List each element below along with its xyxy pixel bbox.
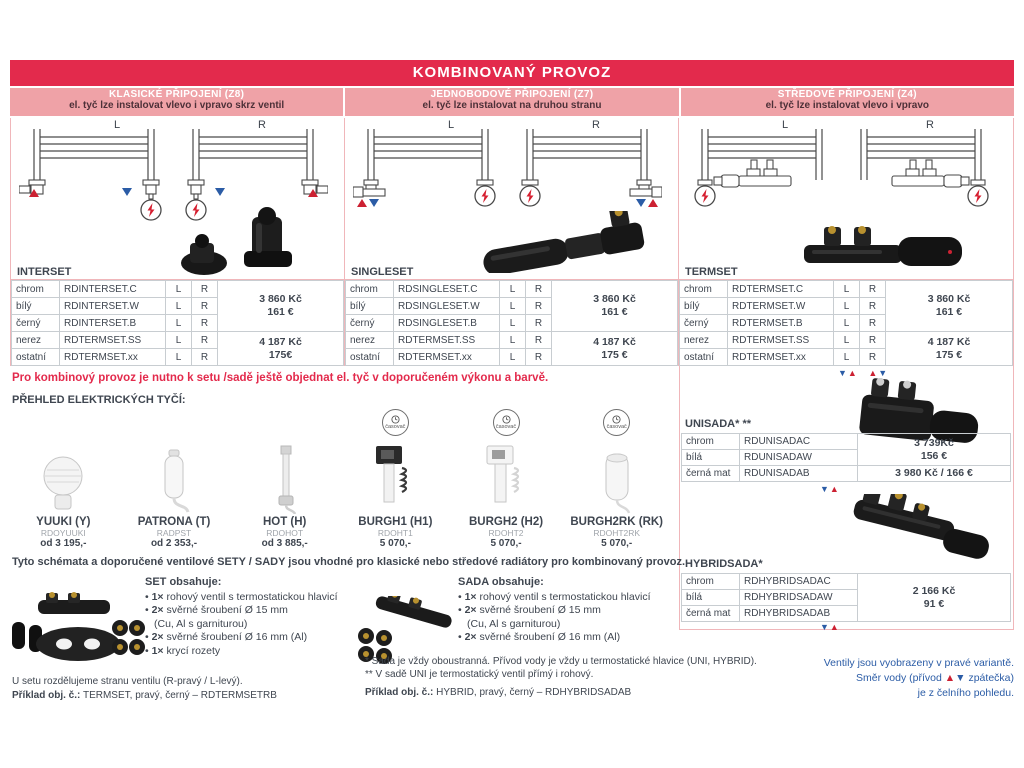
color-cell: černý (346, 315, 394, 332)
set-name: SINGLESET (351, 266, 414, 278)
flow-direction-arrows (838, 368, 888, 378)
hot-product-image (257, 444, 313, 514)
order-note: Pro kombinový provoz je nutno k setu /sadě ještě objednat el. tyč v doporučeném výkonu a barvě. (12, 372, 549, 384)
color-cell: ostatní (12, 349, 60, 366)
header-subtitle: el. tyč lze instalovat na druhou stranu (422, 100, 602, 111)
burgh1-product-image (362, 444, 428, 514)
set-name: INTERSET (17, 266, 72, 278)
table-row: bílý RDTERMSET.W L R (680, 298, 1013, 315)
variant-label-right: R (592, 119, 600, 131)
termset-table (679, 280, 1013, 366)
page-title: KOMBINOVANÝ PROVOZ (10, 60, 1014, 86)
code-cell: RDTERMSET.xx (394, 349, 500, 366)
variant-label-right: R (926, 119, 934, 131)
timer-badge: časovač (493, 409, 520, 436)
table-row: bílý RDSINGLESET.W L R (346, 298, 678, 315)
price-cell: 2 166 Kč 91 € (858, 574, 1011, 622)
hybridsada-name: HYBRIDSADA* (685, 558, 763, 570)
color-cell: chrom (12, 281, 60, 298)
lightning-icon (695, 186, 715, 206)
table-row: ostatní RDTERMSET.xx L R (680, 349, 1013, 366)
price-cell: 3 860 Kč 161 € (552, 281, 678, 332)
table-row: ostatní RDTERMSET.xx L R (346, 349, 678, 366)
flow-up-icon: ▲ (829, 622, 840, 632)
price-cell: 4 187 Kč 175 € (886, 332, 1013, 366)
lightning-icon (968, 186, 988, 206)
color-cell: černá mat (682, 466, 740, 482)
rod-item-patrona: PATRONA (T) RADPST od 2 353,- (119, 408, 230, 549)
hybridsada-product-photo (846, 494, 991, 574)
header-subtitle: el. tyč lze instalovat vlevo i vpravo skrz ventil (69, 100, 285, 111)
table-row: nerez RDTERMSET.SS L R 4 187 Kč 175 € (680, 332, 1013, 349)
column-header-z7 (345, 88, 678, 116)
interset-product-photo (166, 205, 316, 277)
diagram-cell-z7 (345, 118, 679, 279)
price-cell: 3 980 Kč / 166 € (858, 466, 1011, 482)
rod-item-burgh1: časovač BURGH1 (H1) RDOHT1 5 070,- (340, 408, 451, 549)
code-cell: RDSINGLESET.C (394, 281, 500, 298)
color-cell: bílý (346, 298, 394, 315)
rod-item-hot: HOT (H) RDOHOT od 3 885,- (229, 408, 340, 549)
sady-column (679, 366, 1014, 630)
column-headers (10, 88, 1014, 116)
code-cell: RDTERMSET.B (728, 315, 834, 332)
rod-item-yuuki: YUUKI (Y) RDOYUUKI od 3 195,- (8, 408, 119, 549)
termset-table-cell (679, 280, 1013, 366)
price-cell: 3 860 Kč 161 € (886, 281, 1013, 332)
radiator-diagram-z4-r (846, 127, 996, 223)
table-row: černý RDTERMSET.B L R (680, 315, 1013, 332)
table-row: nerez RDTERMSET.SS L R 4 187 Kč 175€ (12, 332, 344, 349)
code-cell: RDHYBRIDSADAC (740, 574, 858, 590)
flow-up-icon: ▲ (944, 672, 956, 684)
flow-down-icon (369, 199, 379, 207)
header-subtitle: el. tyč lze instalovat vlevo i vpravo (765, 100, 930, 111)
rod-item-burgh2: časovač BURGH2 (H2) RDOHT2 5 070,- (451, 408, 562, 549)
set-contents (145, 576, 380, 658)
burgh2rk-product-image (587, 450, 647, 514)
table-row: ostatní RDTERMSET.xx L R (12, 349, 344, 366)
clock-icon (612, 415, 621, 424)
color-cell: černá mat (682, 606, 740, 622)
lightning-icon (520, 186, 540, 206)
table-row (682, 466, 1011, 482)
column-header-z8 (10, 88, 343, 116)
singleset-product-photo (473, 211, 658, 273)
clock-icon (502, 415, 511, 424)
list-item: • 2× svěrné šroubení Ø 16 mm (Al) (458, 631, 698, 645)
flow-down-icon: ▼ (838, 368, 848, 378)
clock-icon (391, 415, 400, 424)
code-cell: RDHYBRIDSADAW (740, 590, 858, 606)
rod-item-burgh2rk: časovač BURGH2RK (RK) RDOHT2RK 5 070,- (561, 408, 672, 549)
flow-down-icon (122, 188, 132, 196)
radiator-diagram-z8-l (19, 127, 169, 223)
set-contents-title: SET obsahuje: (145, 576, 222, 588)
variant-label-left: L (782, 119, 789, 131)
table-row: chrom RDTERMSET.C L R 3 860 Kč 161 € (680, 281, 1013, 298)
yuuki-product-image (35, 452, 91, 514)
variant-label-left: L (448, 119, 455, 131)
table-row: bílý RDINTERSET.W L R (12, 298, 344, 315)
code-cell: RDINTERSET.B (60, 315, 166, 332)
code-cell: RDTERMSET.C (728, 281, 834, 298)
price-cell: 3 860 Kč 161 € (218, 281, 344, 332)
code-cell: RDINTERSET.C (60, 281, 166, 298)
flow-down-icon: ▼ (878, 368, 889, 378)
header-title: KLASICKÉ PŘIPOJENÍ (Z8) (109, 89, 245, 100)
header-title: JEDNOBODOVÉ PŘIPOJENÍ (Z7) (430, 89, 594, 100)
header-title: STŘEDOVÉ PŘIPOJENÍ (Z4) (777, 89, 917, 100)
flow-down-icon (215, 188, 225, 196)
flow-up-icon: ▲ (847, 368, 858, 378)
code-cell: RDUNISADAW (740, 450, 858, 466)
footnote-2: ** V sadě UNI je termostatický ventil přímý i rohový. (365, 669, 594, 680)
code-cell: RDUNISADAB (740, 466, 858, 482)
singleset-table-cell (345, 280, 679, 366)
table-row (682, 574, 1011, 590)
diagram-cell-z4 (679, 118, 1013, 279)
code-cell: RDHYBRIDSADAB (740, 606, 858, 622)
flow-up-icon (648, 199, 658, 207)
set-name: TERMSET (685, 266, 738, 278)
burgh2-product-image (473, 444, 539, 514)
table-row: černý RDINTERSET.B L R (12, 315, 344, 332)
valve-orientation-note: Ventily jsou vyobrazeny v pravé variantě. Směr vody (přívod ▲▼ zpátečka) je z čelního pohledu. (823, 657, 1014, 699)
diagram-row (10, 118, 1014, 280)
list-item: • 2× svěrné šroubení Ø 15 mm (Cu, Al s garniturou) (145, 604, 380, 631)
timer-badge: časovač (603, 409, 630, 436)
color-cell: nerez (12, 332, 60, 349)
flow-up-icon: ▲ (829, 484, 840, 494)
code-cell: RDSINGLESET.W (394, 298, 500, 315)
list-item: • 2× svěrné šroubení Ø 16 mm (Al) (145, 631, 380, 645)
color-cell: bílá (682, 590, 740, 606)
list-item: • 2× svěrné šroubení Ø 15 mm (Cu, Al s garniturou) (458, 604, 698, 631)
radiator-diagram-z7-l (353, 127, 503, 223)
example-termset: Příklad obj. č.: TERMSET, pravý, černý – RDTERMSETRB (12, 690, 277, 701)
diagram-cell-z8 (11, 118, 345, 279)
sada-contents-photo (352, 596, 457, 664)
radiator-diagram-z7-r (512, 127, 662, 223)
color-cell: ostatní (346, 349, 394, 366)
table-row: chrom RDSINGLESET.C L R 3 860 Kč 161 € (346, 281, 678, 298)
code-cell: RDTERMSET.xx (60, 349, 166, 366)
rods-title: PŘEHLED ELEKTRICKÝCH TYČÍ: (12, 394, 186, 406)
color-cell: nerez (680, 332, 728, 349)
code-cell: RDUNISADAC (740, 434, 858, 450)
code-cell: RDTERMSET.SS (394, 332, 500, 349)
patrona-product-image (146, 448, 202, 514)
variant-label-right: R (258, 119, 266, 131)
color-cell: chrom (682, 574, 740, 590)
interset-table (11, 280, 344, 366)
color-cell: bílá (682, 450, 740, 466)
radiator-diagram-z4-l (687, 127, 837, 223)
flow-direction-arrows (820, 622, 840, 632)
table-row (682, 434, 1011, 450)
flow-down-icon: ▼ (820, 484, 830, 494)
color-cell: bílý (12, 298, 60, 315)
flow-direction-arrows (820, 484, 840, 494)
code-cell: RDINTERSET.W (60, 298, 166, 315)
lightning-icon (141, 200, 161, 220)
table-row (12, 281, 344, 298)
list-item: • 1× krycí rozety (145, 645, 380, 659)
timer-badge: časovač (382, 409, 409, 436)
column-header-z4 (681, 88, 1014, 116)
list-item: • 1× rohový ventil s termostatickou hlavicí (145, 591, 380, 605)
lightning-icon (475, 186, 495, 206)
singleset-table (345, 280, 678, 366)
table-row: nerez RDTERMSET.SS L R 4 187 Kč 175 € (346, 332, 678, 349)
hybridsada-table (681, 573, 1011, 622)
interset-table-cell (11, 280, 345, 366)
flow-down-icon: ▼ (820, 622, 830, 632)
color-cell: černý (680, 315, 728, 332)
color-cell: bílý (680, 298, 728, 315)
flow-up-icon: ▲ (868, 368, 879, 378)
schema-note: Tyto schémata a doporučené ventilové SETY / SADY jsou vhodné pro klasické nebo středové radiátory pro kombinovaný provoz. (12, 556, 686, 568)
color-cell: nerez (346, 332, 394, 349)
color-cell: chrom (346, 281, 394, 298)
code-cell: RDSINGLESET.B (394, 315, 500, 332)
example-hybrid: Příklad obj. č.: HYBRID, pravý, černý – RDHYBRIDSADAB (365, 687, 632, 698)
code-cell: RDTERMSET.xx (728, 349, 834, 366)
sada-contents-title: SADA obsahuje: (458, 576, 544, 588)
table-row: černý RDSINGLESET.B L R (346, 315, 678, 332)
flow-up-icon (357, 199, 367, 207)
price-cell: 3 739Kč 156 € (858, 434, 1011, 466)
sada-contents (458, 576, 698, 645)
color-cell: černý (12, 315, 60, 332)
flow-down-icon (636, 199, 646, 207)
list-item: • 1× rohový ventil s termostatickou hlavicí (458, 591, 698, 605)
color-cell: ostatní (680, 349, 728, 366)
price-cell: 4 187 Kč 175 € (552, 332, 678, 366)
code-cell: RDTERMSET.SS (60, 332, 166, 349)
unisada-name: UNISADA* ** (685, 418, 752, 430)
termset-product-photo (798, 219, 973, 277)
color-cell: chrom (682, 434, 740, 450)
price-tables-row (10, 280, 1014, 366)
color-cell: chrom (680, 281, 728, 298)
variant-label-left: L (114, 119, 121, 131)
unisada-table (681, 433, 1011, 482)
code-cell: RDTERMSET.SS (728, 332, 834, 349)
flow-down-icon: ▼ (955, 672, 966, 684)
electric-rods-list (8, 408, 672, 549)
footnote-1: * Sada je vždy oboustranná. Přívod vody je vždy u termostatické hlavice (UNI, HYBRID). (365, 656, 757, 667)
set-contents-photo (10, 592, 145, 668)
l-cell: L (166, 281, 192, 298)
set-side-note: U setu rozdělujeme stranu ventilu (R-pravý / L-levý). (12, 676, 243, 687)
r-cell: R (192, 281, 218, 298)
price-cell: 4 187 Kč 175€ (218, 332, 344, 366)
code-cell: RDTERMSET.W (728, 298, 834, 315)
